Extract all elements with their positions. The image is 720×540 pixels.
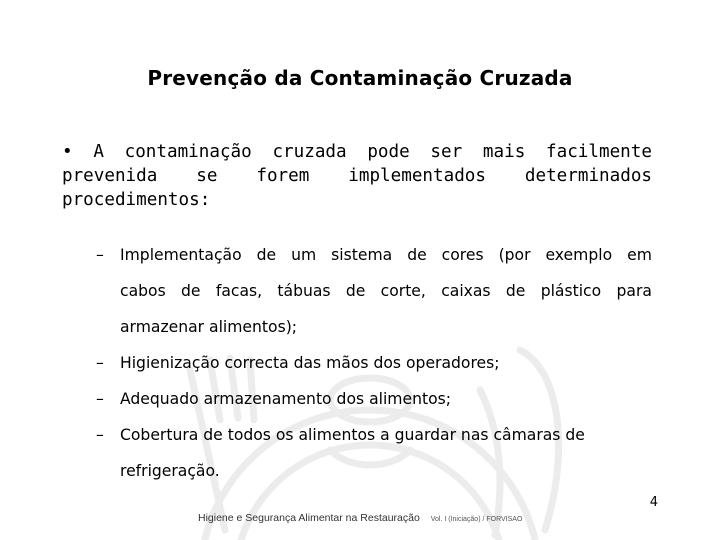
sub-bullet-1-words [120, 246, 652, 264]
word: corte, [380, 282, 426, 300]
word: plástico [540, 282, 602, 300]
sub-bullet-text: Adequado armazenamento dos alimentos; [120, 390, 451, 408]
word: Implementação [120, 246, 242, 264]
word: de [407, 246, 427, 264]
word: cores [441, 246, 484, 264]
sub-bullet-1-line-2 [96, 282, 652, 318]
word: (por [498, 246, 531, 264]
sub-bullet-4-line-1 [96, 426, 652, 462]
word: de [181, 282, 201, 300]
intro-word: implementados [348, 166, 486, 186]
intro-word: A [93, 142, 104, 162]
word: um [291, 246, 317, 264]
word: sistema [331, 246, 393, 264]
sub-bullet-2 [96, 354, 652, 390]
bullet-icon: • [62, 142, 73, 162]
word: facas, [215, 282, 263, 300]
intro-line-2 [62, 164, 652, 188]
dash-icon: – [96, 390, 104, 408]
intro-paragraph [62, 140, 652, 212]
page-number: 4 [649, 495, 658, 510]
sub-bullet-3 [96, 390, 652, 426]
intro-word: pode [367, 142, 410, 162]
word: para [616, 282, 652, 300]
sub-bullet-1-line-3 [96, 318, 652, 354]
word: de [256, 246, 277, 264]
sub-bullet-text: refrigeração. [120, 462, 220, 480]
intro-line-3 [62, 188, 652, 212]
word: exemplo [545, 246, 613, 264]
intro-word: determinados [524, 166, 652, 186]
sub-bullet-text: Cobertura de todos os alimentos a guardar nas câmaras de [120, 426, 585, 444]
intro-word: se [196, 166, 218, 186]
word: cabos [120, 282, 166, 300]
intro-line-1 [62, 140, 652, 164]
intro-word: facilmente [546, 142, 652, 162]
sub-bullet-text: armazenar alimentos); [120, 318, 298, 336]
intro-word: mais [482, 142, 526, 162]
dash-icon: – [96, 246, 104, 264]
footer-text: Higiene e Segurança Alimentar na Restauração [198, 512, 420, 524]
word: tábuas [277, 282, 331, 300]
slide-title: Prevenção da Contaminação Cruzada [147, 66, 573, 90]
sub-bullet-1-line-1 [96, 246, 652, 282]
intro-word: contaminação [124, 142, 252, 162]
word: de [345, 282, 366, 300]
footer-small-text: Vol. I (Iniciação) / FORVISAO [430, 516, 523, 523]
word: de [505, 282, 526, 300]
footer [198, 512, 522, 524]
sub-bullet-4-line-2 [96, 462, 652, 498]
intro-word: prevenida [62, 166, 158, 186]
sub-bullet-list [96, 246, 652, 498]
word: em [627, 246, 652, 264]
dash-icon: – [96, 354, 104, 372]
intro-word: cruzada [272, 142, 347, 162]
dash-icon: – [96, 426, 104, 444]
word: caixas [441, 282, 491, 300]
sub-bullet-text: Higienização correcta das mãos dos operadores; [120, 354, 500, 372]
intro-word: forem [256, 166, 310, 186]
intro-word: procedimentos: [62, 190, 211, 210]
intro-word: ser [430, 142, 463, 162]
